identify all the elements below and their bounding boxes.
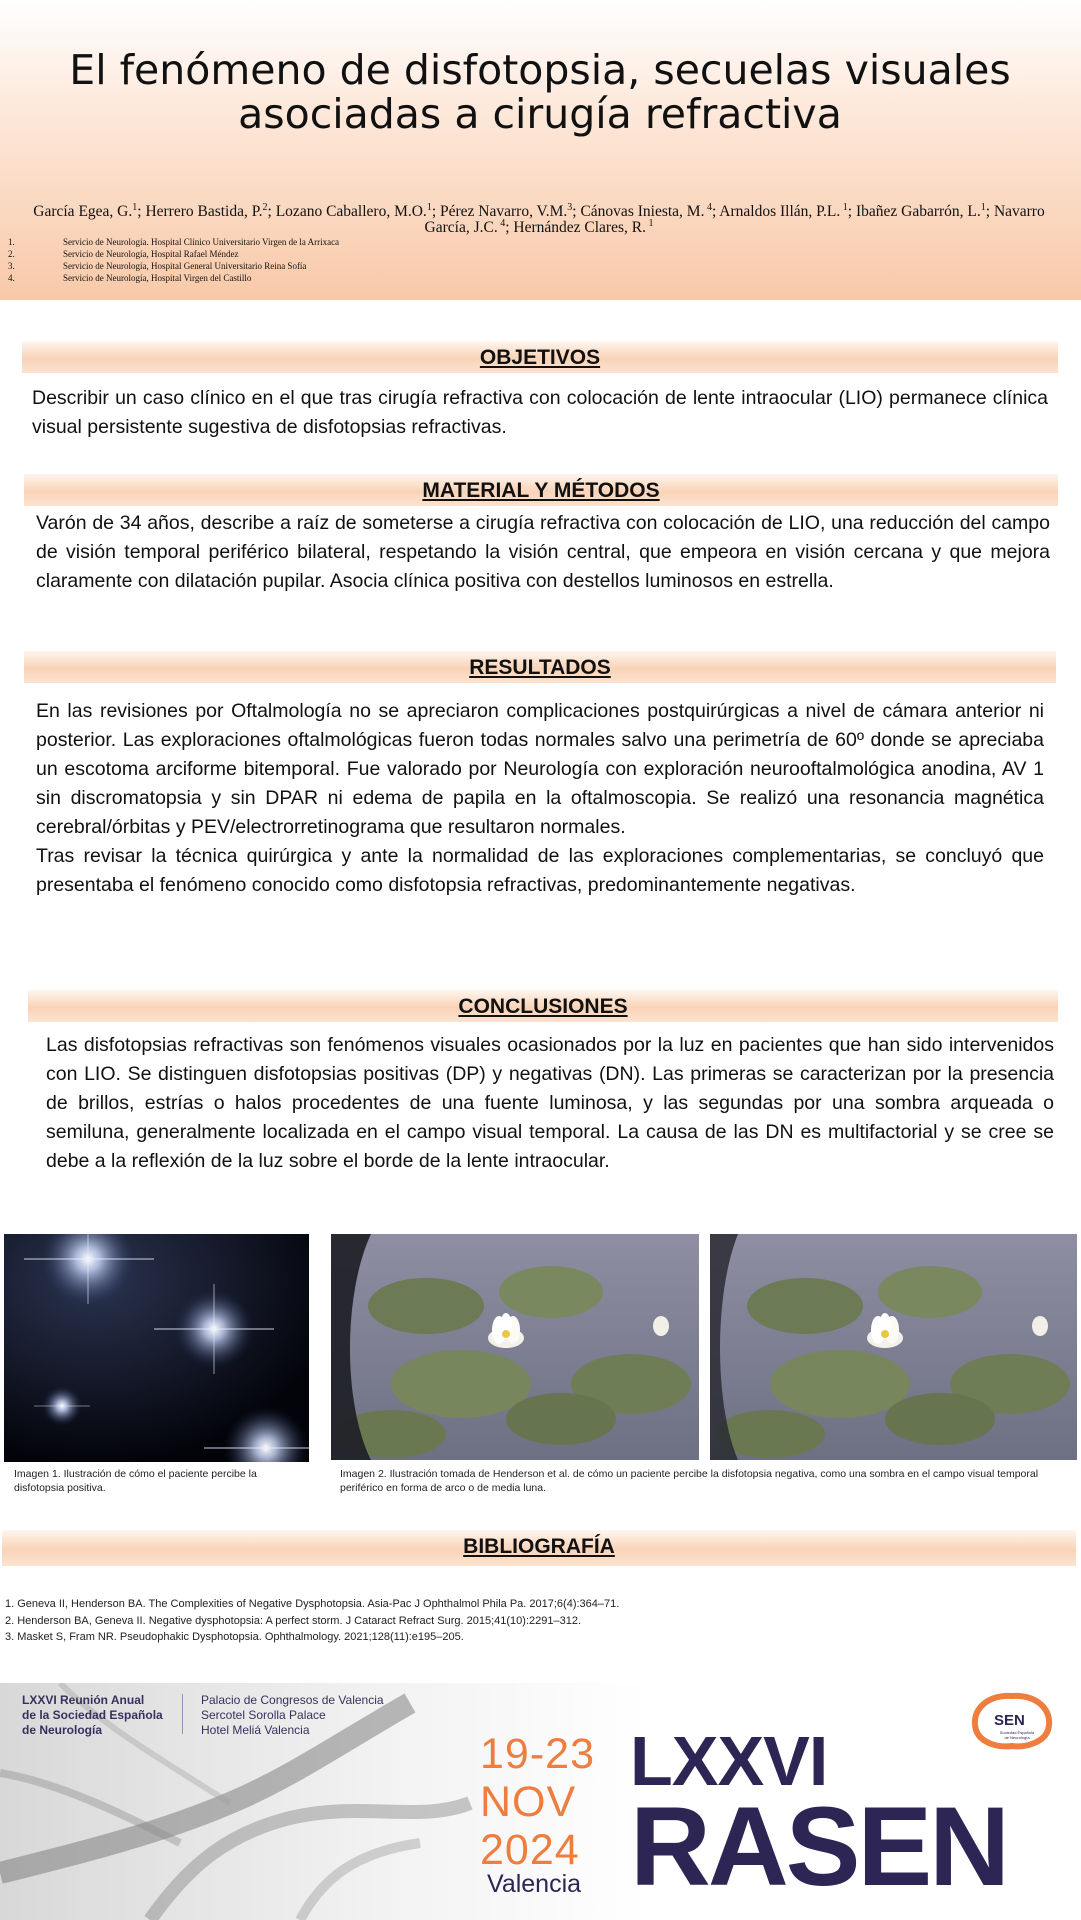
author-affiliation-number: 4 [497, 217, 506, 229]
congress-meeting-name [22, 1693, 163, 1738]
author-name: Hernández Clares, R. $^1$ [513, 217, 654, 236]
date-month: NOV [480, 1778, 577, 1826]
conclusiones-paragraph: Las disfotopsias refractivas son fenómenos visuales ocasionados por la luz en pacientes que han sido intervenidos con LIO. Se distinguen disfotopsias positivas (DP) y negativas (DN). Las primeras se caracterizan por la presencia de brillos, estrías o halos procedentes de una fuente luminosa, y las segundas por una sombra arqueada o semiluna, generalmente localizada en el campo visual temporal. La causa de las DN es multifactorial y se cree se debe a la reflexión de la luz sobre el borde de la lente intraocular. [46, 1034, 1054, 1172]
affiliation-number: 4. [8, 273, 15, 283]
author-affiliation-number: 1 [840, 201, 848, 213]
author-affiliation-number: 1 [426, 201, 432, 213]
water-lily-image-2 [710, 1234, 1077, 1460]
author-name: Arnaldos Illán, P.L. $^1$ [719, 201, 848, 220]
date-days: 19-23 [480, 1730, 595, 1778]
reference-list [5, 1596, 619, 1646]
bibliografia-heading-band [2, 1530, 1076, 1566]
resultados-paragraph-1: En las revisiones por Oftalmología no se apreciaron complicaciones postquirúrgicas a nivel de cámara anterior ni posterior. Las exploraciones oftalmológicas fueron todas normales salvo una perimetría de 60º donde se apreciaba un escotoma arciforme bitemporal. Fue valorado por Neurología con exploración neurooftalmológica anodina, AV 1 sin discromatopsia y sin DPAR ni edema de papila en la oftalmoscopia. Se realizó una resonancia magnética cerebral/órbitas y PEV/electrorretinograma que resultaron normales. [36, 700, 1044, 838]
author-list: García Egea, G.$^1$; Herrero Bastida, P.$^2$; Lozano Caballero, M.O.$^1$; Pérez Navarro, V.M.$^3$; Cánovas Iniesta, M. $^4$; Arnaldos Illán, P.L. $^1$; Ibañez Gabarrón, L.$^1$; Navarro García, J.C. $^4$; Hernández Clares, R. $^1$ [33, 201, 1045, 236]
author-affiliation-number: 3 [567, 201, 573, 213]
affiliation-item [8, 248, 339, 260]
footer-divider [182, 1694, 183, 1734]
water-lily-image-1 [331, 1234, 699, 1460]
objetivos-heading-band [22, 341, 1058, 373]
sen-logo-text: SEN [994, 1712, 1025, 1729]
resultados-heading-band [24, 651, 1056, 683]
congress-edition: LXXVI [630, 1722, 828, 1800]
congress-dates [480, 1730, 595, 1874]
poster-title [40, 48, 1040, 136]
figure-2-caption: Imagen 2. Ilustración tomada de Henderson et al. de cómo un paciente percibe la disfotopsia negativa, como una sombra en el campo visual temporal periférico en forma de arco o de media luna. [340, 1468, 1039, 1494]
venue-line: Palacio de Congresos de Valencia [201, 1693, 384, 1707]
affiliation-list [8, 236, 339, 284]
author-name: Pérez Navarro, V.M.$^3$ [440, 201, 573, 220]
venue-line: Sercotel Sorolla Palace [201, 1708, 326, 1722]
material-text [36, 509, 1050, 596]
author-name: García Egea, G.$^1$ [33, 201, 138, 220]
reference-item: 2. Henderson BA, Geneva II. Negative dysphotopsia: A perfect storm. J Cataract Refract Surg. 2015;41(10):2291–312. [5, 1614, 581, 1627]
sen-logo-subtitle: Sociedad Española de Neurología [999, 1730, 1035, 1740]
venue-line: Hotel Meliá Valencia [201, 1723, 310, 1737]
author-affiliation-number: 1 [980, 201, 986, 213]
conclusiones-heading-band [28, 990, 1058, 1022]
author-affiliation-number: 1 [645, 217, 654, 229]
figure-negative-dysphotopsia-left [331, 1234, 699, 1460]
affiliation-text: Servicio de Neurología. Hospital Clínico Universitario Virgen de la Arrixaca [63, 237, 340, 247]
reference-item: 3. Masket S, Fram NR. Pseudophakic Dysphotopsia. Ophthalmology. 2021;128(11):e195–205. [5, 1631, 464, 1643]
bibliografia-heading: BIBLIOGRAFÍA [463, 1535, 615, 1558]
author-affiliation-number: 1 [132, 201, 138, 213]
author-name: Navarro García, J.C. $^4$ [424, 203, 1045, 236]
congress-acronym: RASEN [630, 1784, 1008, 1909]
meeting-line: de Neurología [22, 1723, 103, 1737]
resultados-text [36, 697, 1044, 900]
affiliation-item [8, 236, 339, 248]
affiliation-item [8, 272, 339, 284]
material-paragraph: Varón de 34 años, describe a raíz de someterse a cirugía refractiva con colocación de LIO, una reducción del campo de visión temporal periférico bilateral, respetando la visión central, que empeora en visión cercana y que mejora claramente con dilatación pupilar. Asocia clínica positiva con destellos luminosos en estrella. [36, 512, 1050, 592]
affiliation-number: 3. [8, 261, 15, 271]
objetivos-text [32, 384, 1048, 442]
objetivos-paragraph: Describir un caso clínico en el que tras cirugía refractiva con colocación de lente intraocular (LIO) permanece clínica visual persistente sugestiva de disfotopsias refractivas. [32, 387, 1048, 438]
meeting-line: LXXVI Reunión Anual [22, 1693, 145, 1707]
date-year: 2024 [480, 1826, 580, 1874]
figure-negative-dysphotopsia-right [710, 1234, 1077, 1460]
affiliation-item [8, 260, 339, 272]
author-affiliation-number: 4 [704, 201, 712, 213]
objetivos-heading: OBJETIVOS [479, 346, 601, 369]
congress-venues [201, 1693, 384, 1738]
resultados-heading: RESULTADOS [469, 656, 611, 679]
lens-flare-illustration [4, 1234, 309, 1462]
author-affiliation-number: 2 [262, 201, 268, 213]
material-heading: MATERIAL Y MÉTODOS [422, 479, 660, 502]
author-name: Lozano Caballero, M.O.$^1$ [275, 201, 432, 220]
title-line-2: asociadas a cirugía refractiva [238, 90, 842, 138]
conclusiones-heading: CONCLUSIONES [458, 995, 628, 1018]
author-name: Ibañez Gabarrón, L.$^1$ [855, 201, 986, 220]
figure-1-caption: Imagen 1. Ilustración de cómo el paciente percibe la disfotopsia positiva. [14, 1468, 257, 1494]
affiliation-text: Servicio de Neurología, Hospital General Universitario Reina Sofía [63, 261, 307, 271]
affiliation-number: 1. [8, 237, 15, 247]
meeting-line: de la Sociedad Española [22, 1708, 163, 1722]
conclusiones-text [46, 1031, 1054, 1176]
reference-item: 1. Geneva II, Henderson BA. The Complexities of Negative Dysphotopsia. Asia-Pac J Ophthalmol Phila Pa. 2017;6(4):364–71. [5, 1598, 620, 1610]
figure-positive-dysphotopsia [4, 1234, 309, 1462]
title-line-1: El fenómeno de disfotopsia, secuelas visuales [69, 46, 1011, 94]
affiliation-text: Servicio de Neurología, Hospital Virgen del Castillo [63, 273, 252, 283]
author-name: Cánovas Iniesta, M. $^4$ [580, 201, 712, 220]
affiliation-number: 2. [8, 249, 15, 259]
congress-city: Valencia [487, 1870, 582, 1898]
resultados-paragraph-2: Tras revisar la técnica quirúrgica y ante la normalidad de las exploraciones complementarias, se concluyó que presentaba el fenómeno conocido como disfotopsia refractivas, predominantemente negativas. [36, 845, 1044, 896]
material-heading-band [24, 474, 1058, 506]
affiliation-text: Servicio de Neurología, Hospital Rafael Méndez [63, 249, 239, 259]
author-name: Herrero Bastida, P.$^2$ [145, 201, 268, 220]
